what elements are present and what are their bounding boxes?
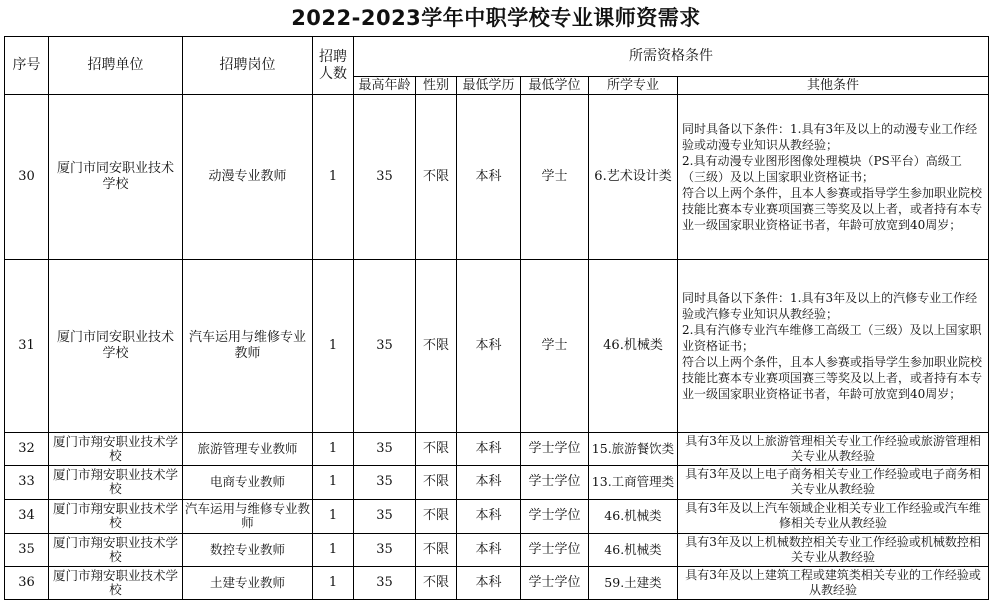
header-unit: 招聘单位	[49, 37, 183, 95]
cell-min-degree: 学士学位	[521, 566, 589, 599]
cell-max-age: 35	[354, 432, 416, 465]
cell-seq: 32	[5, 432, 49, 465]
cell-gender: 不限	[416, 465, 457, 499]
cell-max-age: 35	[354, 465, 416, 499]
header-gender: 性别	[416, 77, 457, 95]
header-qualifications: 所需资格条件	[354, 37, 989, 77]
cell-seq: 33	[5, 465, 49, 499]
header-count: 招聘人数	[313, 37, 354, 95]
cell-seq: 31	[5, 260, 49, 432]
cell-min-edu: 本科	[457, 566, 521, 599]
cell-count: 1	[313, 566, 354, 599]
cell-min-edu: 本科	[457, 465, 521, 499]
cell-count: 1	[313, 260, 354, 432]
cell-unit: 厦门市翔安职业技术学校	[49, 465, 183, 499]
cell-major: 46.机械类	[589, 499, 678, 533]
cell-unit: 厦门市翔安职业技术学校	[49, 499, 183, 533]
cell-gender: 不限	[416, 95, 457, 260]
cell-gender: 不限	[416, 260, 457, 432]
cell-max-age: 35	[354, 533, 416, 566]
cell-other: 同时具备以下条件：1.具有3年及以上的动漫专业工作经验或动漫专业知识从教经验； 2.具有动漫专业图形图像处理模块（PS平台）高级工（三级）及以上国家职业资格证书； 符合以上两个条件，且本人参赛或指导学生参加职业院校技能比赛本专业赛项国赛三等奖及以上者，或者持有本专业一级国家职业资格证书者，年龄可放宽到40周岁；	[678, 95, 989, 260]
table-row	[5, 533, 989, 566]
header-max-age: 最高年龄	[354, 77, 416, 95]
cell-seq: 35	[5, 533, 49, 566]
cell-unit: 厦门市翔安职业技术学校	[49, 533, 183, 566]
cell-post: 汽车运用与维修专业教师	[183, 260, 313, 432]
cell-min-degree: 学士学位	[521, 533, 589, 566]
cell-max-age: 35	[354, 566, 416, 599]
cell-gender: 不限	[416, 533, 457, 566]
cell-min-degree: 学士学位	[521, 465, 589, 499]
cell-other: 具有3年及以上旅游管理相关专业工作经验或旅游管理相关专业从教经验	[678, 432, 989, 465]
cell-other: 具有3年及以上电子商务相关专业工作经验或电子商务相关专业从教经验	[678, 465, 989, 499]
cell-min-degree: 学士学位	[521, 499, 589, 533]
cell-unit: 厦门市翔安职业技术学校	[49, 566, 183, 599]
table-row	[5, 260, 989, 432]
cell-min-edu: 本科	[457, 432, 521, 465]
cell-gender: 不限	[416, 432, 457, 465]
recruitment-table	[4, 36, 989, 600]
cell-unit: 厦门市同安职业技术学校	[49, 260, 183, 432]
header-min-degree: 最低学位	[521, 77, 589, 95]
cell-gender: 不限	[416, 566, 457, 599]
cell-max-age: 35	[354, 260, 416, 432]
cell-post: 动漫专业教师	[183, 95, 313, 260]
cell-unit: 厦门市同安职业技术学校	[49, 95, 183, 260]
cell-major: 15.旅游餐饮类	[589, 432, 678, 465]
cell-major: 6.艺术设计类	[589, 95, 678, 260]
table-row	[5, 465, 989, 499]
cell-seq: 34	[5, 499, 49, 533]
cell-unit: 厦门市翔安职业技术学校	[49, 432, 183, 465]
cell-seq: 30	[5, 95, 49, 260]
header-seq: 序号	[5, 37, 49, 95]
cell-major: 13.工商管理类	[589, 465, 678, 499]
table-row	[5, 566, 989, 599]
cell-min-degree: 学士学位	[521, 432, 589, 465]
cell-post: 数控专业教师	[183, 533, 313, 566]
table-row	[5, 432, 989, 465]
header-post: 招聘岗位	[183, 37, 313, 95]
cell-count: 1	[313, 95, 354, 260]
cell-min-edu: 本科	[457, 260, 521, 432]
cell-min-degree: 学士	[521, 260, 589, 432]
cell-post: 土建专业教师	[183, 566, 313, 599]
table-row	[5, 499, 989, 533]
cell-other: 具有3年及以上汽车领域企业相关专业工作经验或汽车维修相关专业从教经验	[678, 499, 989, 533]
header-row-top	[5, 37, 989, 77]
page-title: 2022-2023学年中职学校专业课师资需求	[291, 6, 701, 30]
header-min-edu: 最低学历	[457, 77, 521, 95]
cell-other: 具有3年及以上机械数控相关专业工作经验或机械数控相关专业从教经验	[678, 533, 989, 566]
cell-max-age: 35	[354, 95, 416, 260]
cell-other: 具有3年及以上建筑工程或建筑类相关专业的工作经验或从教经验	[678, 566, 989, 599]
table-row	[5, 95, 989, 260]
cell-count: 1	[313, 465, 354, 499]
header-other: 其他条件	[678, 77, 989, 95]
cell-min-degree: 学士	[521, 95, 589, 260]
cell-major: 59.土建类	[589, 566, 678, 599]
cell-max-age: 35	[354, 499, 416, 533]
cell-post: 电商专业教师	[183, 465, 313, 499]
cell-major: 46.机械类	[589, 260, 678, 432]
cell-count: 1	[313, 499, 354, 533]
cell-min-edu: 本科	[457, 499, 521, 533]
cell-min-edu: 本科	[457, 533, 521, 566]
cell-count: 1	[313, 432, 354, 465]
cell-gender: 不限	[416, 499, 457, 533]
cell-post: 旅游管理专业教师	[183, 432, 313, 465]
cell-post: 汽车运用与维修专业教师	[183, 499, 313, 533]
cell-count: 1	[313, 533, 354, 566]
header-major: 所学专业	[589, 77, 678, 95]
cell-major: 46.机械类	[589, 533, 678, 566]
cell-other: 同时具备以下条件：1.具有3年及以上的汽修专业工作经验或汽修专业知识从教经验； 2.具有汽修专业汽车维修工高级工（三级）及以上国家职业资格证书； 符合以上两个条件，且本人参赛或指导学生参加职业院校技能比赛本专业赛项国赛三等奖及以上者，或者持有本专业一级国家职业资格证书者，年龄可放宽到40周岁；	[678, 260, 989, 432]
cell-min-edu: 本科	[457, 95, 521, 260]
cell-seq: 36	[5, 566, 49, 599]
